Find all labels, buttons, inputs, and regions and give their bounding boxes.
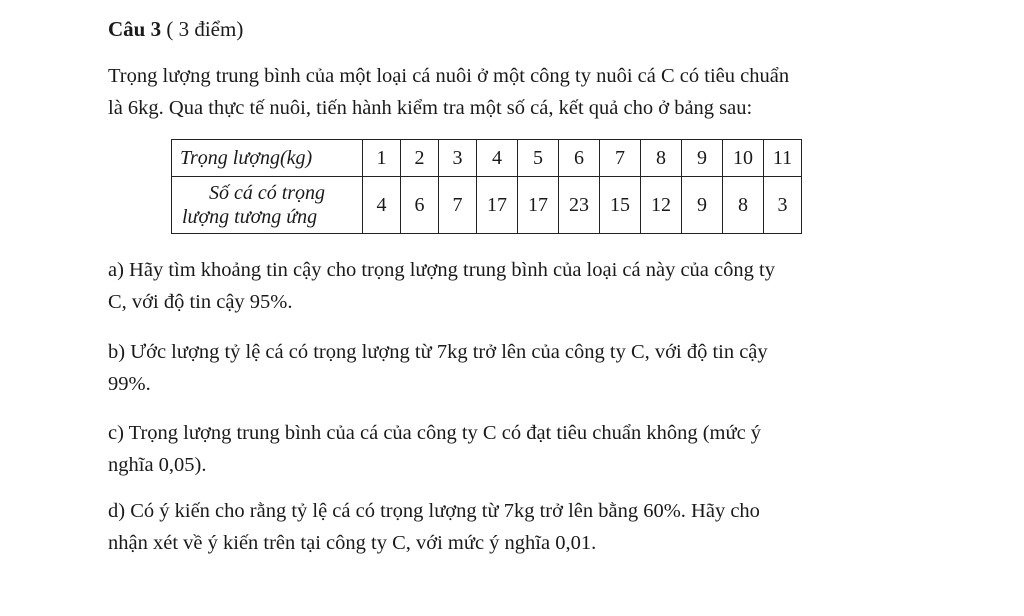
count-cell: 15 [600,177,641,234]
count-header-line-1: Số cá có trọng [208,182,326,204]
count-header-line-2: lượng tương ứng [182,206,318,228]
question-c-line-2: nghĩa 0,05). [108,454,207,476]
question-d-line-1: d) Có ý kiến cho rằng tỷ lệ cá có trọng lượng từ 7kg trở lên bằng 60%. Hãy cho [108,500,760,522]
question-b [108,336,928,400]
fish-weight-table [171,139,802,234]
question-points: ( 3 điểm) [161,17,244,41]
weight-row [172,140,802,177]
count-row-header [172,177,363,234]
weight-cell: 2 [401,140,439,177]
intro-line-2: là 6kg. Qua thực tế nuôi, tiến hành kiểm tra một số cá, kết quả cho ở bảng sau: [108,97,753,119]
count-cell: 9 [682,177,723,234]
count-cell: 17 [477,177,518,234]
weight-cell: 4 [477,140,518,177]
weight-cell: 8 [641,140,682,177]
question-heading [108,14,243,44]
weight-cell: 9 [682,140,723,177]
count-cell: 4 [363,177,401,234]
question-a [108,254,928,318]
count-cell: 17 [518,177,559,234]
count-cell: 8 [723,177,764,234]
count-cell: 3 [764,177,802,234]
count-cell: 7 [439,177,477,234]
question-d-line-2: nhận xét về ý kiến trên tại công ty C, với mức ý nghĩa 0,01. [108,532,597,554]
weight-cell: 5 [518,140,559,177]
count-row [172,177,802,234]
weight-cell: 10 [723,140,764,177]
question-b-line-1: b) Ước lượng tỷ lệ cá có trọng lượng từ 7kg trở lên của công ty C, với độ tin cậy [108,341,768,363]
question-a-line-1: a) Hãy tìm khoảng tin cậy cho trọng lượng trung bình của loại cá này của công ty [108,259,775,281]
question-number: Câu 3 [108,17,162,41]
weight-cell: 11 [764,140,802,177]
question-c [108,417,928,481]
question-d [108,495,928,559]
weight-row-header: Trọng lượng(kg) [172,140,363,177]
count-cell: 12 [641,177,682,234]
weight-cell: 1 [363,140,401,177]
weight-cell: 3 [439,140,477,177]
intro-line-1: Trọng lượng trung bình của một loại cá nuôi ở một công ty nuôi cá C có tiêu chuẩn [108,65,790,87]
weight-cell: 6 [559,140,600,177]
question-c-line-1: c) Trọng lượng trung bình của cá của công ty C có đạt tiêu chuẩn không (mức ý [108,422,762,444]
question-a-line-2: C, với độ tin cậy 95%. [108,291,293,313]
weight-cell: 7 [600,140,641,177]
intro-paragraph [108,60,928,124]
question-b-line-2: 99%. [108,373,151,395]
count-cell: 6 [401,177,439,234]
count-cell: 23 [559,177,600,234]
